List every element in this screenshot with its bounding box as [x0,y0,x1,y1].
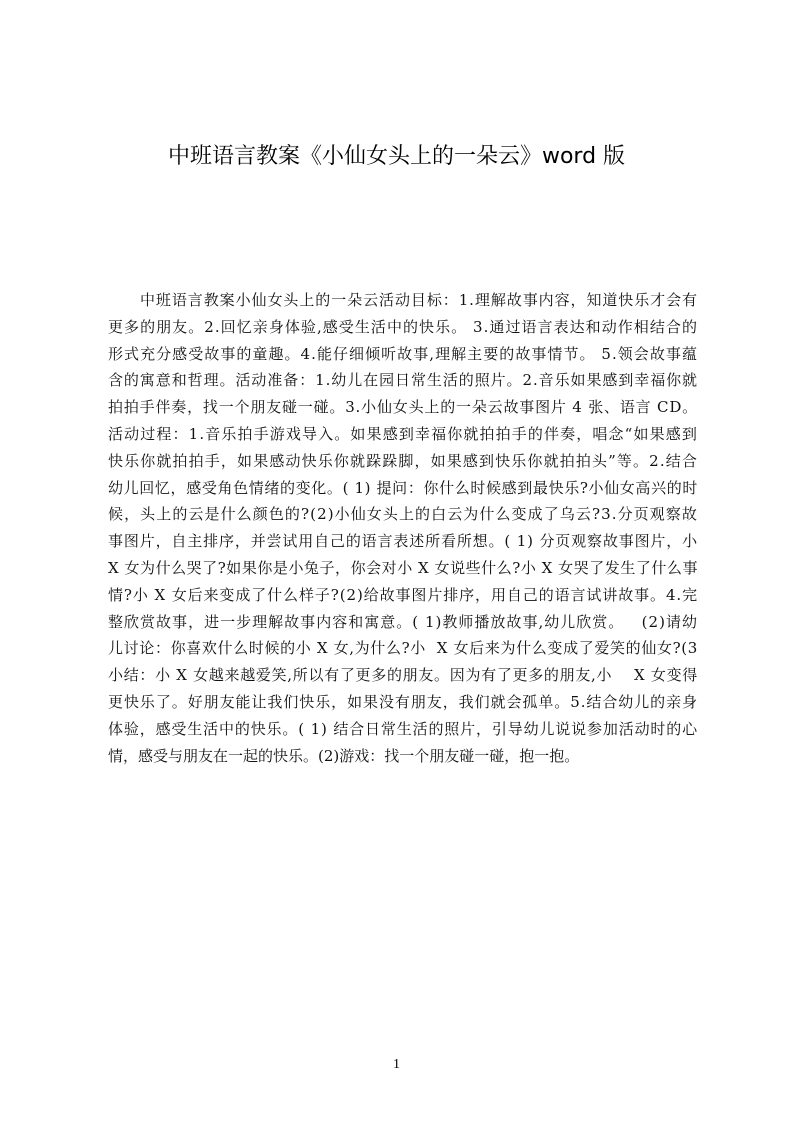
body-line-text: 体验，感受生活中的快乐。( 1) 结合日常生活的照片，引导幼儿说说参加活动时的心 [108,719,698,738]
body-line-text: 快乐你就拍拍手，如果感动快乐你就跺跺脚，如果感到快乐你就拍拍头”等。2.结合 [108,451,698,470]
body-line [108,314,698,341]
body-line [108,421,698,448]
document-body [108,287,698,769]
body-line [108,609,698,636]
body-line-text: 小结：小 X 女越来越爱笑,所以有了更多的朋友。因为有了更多的朋友,小 X 女变得 [108,666,698,685]
body-line-text: 含的寓意和哲理。活动准备：1.幼儿在园日常生活的照片。2.音乐如果感到幸福你就 [108,371,698,390]
body-line-text: 候，头上的云是什么颜色的?(2)小仙女头上的白云为什么变成了乌云?3.分页观察故 [108,505,698,524]
body-line-text: 事图片，自主排序，并尝试用自己的语言表述所看所想。( 1) 分页观察故事图片，小 [108,532,698,551]
body-line-text: 中班语言教案小仙女头上的一朵云活动目标：1.理解故事内容，知道快乐才会有 [140,291,698,309]
body-line [108,367,698,394]
body-line [108,528,698,555]
body-line-text: 儿讨论：你喜欢什么时候的小 X 女,为什么?小 X 女后来为什么变成了爱笑的仙女?(3 [108,639,698,658]
body-line [108,394,698,421]
body-line [108,582,698,609]
body-line [108,501,698,528]
body-line [108,287,698,314]
document-title: 中班语言教案《小仙女头上的一朵云》word 版 [167,144,626,169]
body-line [108,635,698,662]
body-line-text: 幼儿回忆，感受角色情绪的变化。( 1) 提问：你什么时候感到最快乐?小仙女高兴的时 [108,478,698,497]
body-line [108,743,698,770]
body-line [108,689,698,716]
body-line [108,716,698,743]
body-line-text: 形式充分感受故事的童趣。4.能仔细倾听故事,理解主要的故事情节。 5.领会故事蕴 [108,344,698,363]
page-number: 1 [393,1057,400,1072]
body-line [108,475,698,502]
body-line-text: 更快乐了。好朋友能让我们快乐，如果没有朋友，我们就会孤单。5.结合幼儿的亲身 [108,692,698,711]
body-line-text: 情?小 X 女后来变成了什么样子?(2)给故事图片排序，用自己的语言试讲故事。4.完 [108,585,698,604]
body-line [108,448,698,475]
body-line [108,555,698,582]
body-line-text: 活动过程：1.音乐拍手游戏导入。如果感到幸福你就拍拍手的伴奏，唱念“如果感到 [108,424,698,443]
body-line-text: 情，感受与朋友在一起的快乐。(2)游戏：找一个朋友碰一碰，抱一抱。 [108,746,580,765]
body-line-text: 整欣赏故事，进一步理解故事内容和寓意。( 1)教师播放故事,幼儿欣赏。 (2)请幼 [108,612,698,631]
body-line-text: 更多的朋友。2.回忆亲身体验,感受生活中的快乐。 3.通过语言表达和动作相结合的 [108,317,698,336]
body-line [108,341,698,368]
body-line-text: X 女为什么哭了?如果你是小兔子，你会对小 X 女说些什么?小 X 女哭了发生了什么事 [108,558,698,577]
body-line [108,662,698,689]
body-line-text: 拍拍手伴奏，找一个朋友碰一碰。3.小仙女头上的一朵云故事图片 4 张、语言 CD。 [108,398,698,417]
